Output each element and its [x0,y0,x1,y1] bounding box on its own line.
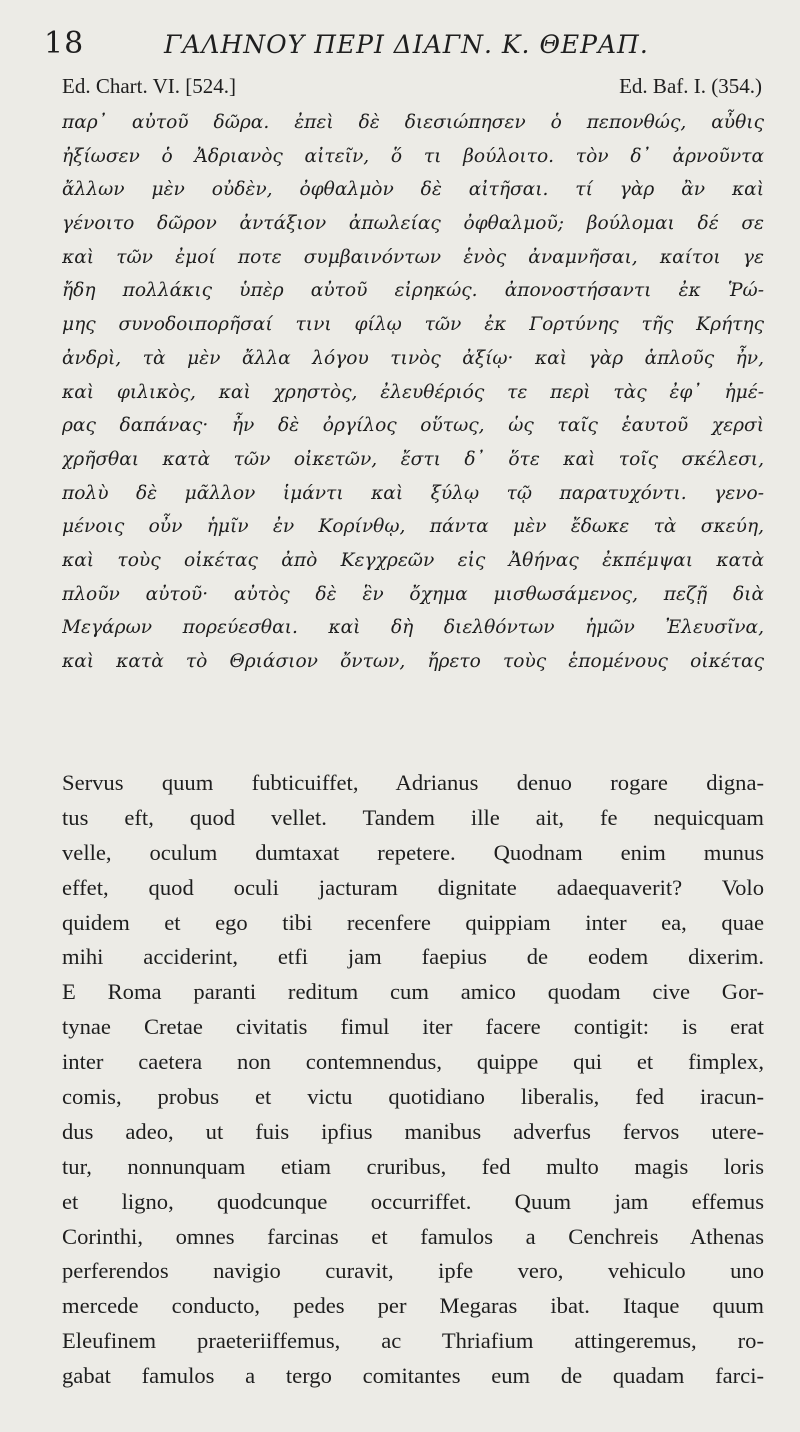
latin-line: velle, oculum dumtaxat repetere. Quodnam enim munus [62,839,764,865]
latin-line: tynae Cretae civitatis fimul iter facere contigit: is erat [62,1014,764,1040]
greek-line: χρῆσθαι κατὰ τῶν οἰκετῶν, ἔστι δ᾽ ὅτε καὶ τοῖς σκέλεσι, [62,448,764,470]
latin-line: dus adeo, ut fuis ipfius manibus adverfus fervos utere- [62,1118,764,1144]
edition-references [62,74,762,102]
latin-line: Eleufinem praeteriiffemus, ac Thriafium attingeremus, ro- [62,1328,764,1354]
latin-line: tur, nonnunquam etiam cruribus, fed multo magis loris [62,1153,764,1179]
greek-line: μένοις οὖν ἡμῖν ἐν Κορίνθῳ, πάντα μὲν ἔδωκε τὰ σκεύη, [62,516,764,538]
greek-line: πολὺ δὲ μᾶλλον ἱμάντι καὶ ξύλῳ τῷ παρατυχόντι. γενο- [62,482,764,504]
latin-line: gabat famulos a tergo comitantes eum de quadam farci- [62,1363,764,1389]
latin-line: quidem et ego tibi recenfere quippiam inter ea, quae [62,909,764,935]
greek-line: ἀνδρὶ, τὰ μὲν ἄλλα λόγου τινὸς ἀξίῳ· καὶ γὰρ ἁπλοῦς ἦν, [62,347,764,369]
greek-line: καὶ φιλικὸς, καὶ χρηστὸς, ἐλευθέριός τε περὶ τὰς ἐφ᾽ ἡμέ- [62,381,764,403]
edition-reference-chartier: Ed. Chart. VI. [524.] [62,74,236,98]
greek-line: ρας δαπάνας· ἦν δὲ ὀργίλος οὕτως, ὡς ταῖς ἑαυτοῦ χερσὶ [62,415,764,437]
greek-line: Μεγάρων πορεύεσθαι. καὶ δὴ διελθόντων ἡμῶν Ἐλευσῖνα, [62,617,764,639]
edition-reference-basel: Ed. Baf. I. (354.) [619,74,762,98]
running-header [44,26,760,66]
greek-line: ἄλλων μὲν οὐδὲν, ὀφθαλμὸν δὲ αἰτῆσαι. τί γὰρ ἂν καὶ [62,179,764,201]
latin-line: et ligno, quodcunque occurriffet. Quum jam effemus [62,1188,764,1214]
latin-line: E Roma paranti reditum cum amico quodam cive Gor- [62,979,764,1005]
latin-line: Corinthi, omnes farcinas et famulos a Cenchreis Athenas [62,1223,764,1249]
page-number: 18 [44,26,85,61]
latin-text-block [62,766,764,1394]
latin-line: mercede conducto, pedes per Megaras ibat. Itaque quum [62,1293,764,1319]
running-title: ΓΑΛΗΝΟΥ ΠΕΡΙ ΔΙΑΓΝ. Κ. ΘΕΡΑΠ. [164,30,649,59]
greek-line: καὶ τῶν ἐμοί ποτε συμβαινόντων ἑνὸς ἀναμνῆσαι, καίτοι γε [62,246,764,268]
latin-line: Servus quum fubticuiffet, Adrianus denuo rogare digna- [62,770,764,795]
latin-line: perferendos navigio curavit, ipfe vero, vehiculo uno [62,1258,764,1284]
greek-line: πλοῦν αὐτοῦ· αὐτὸς δὲ ἓν ὄχημα μισθωσάμενος, πεζῇ διὰ [62,583,764,605]
greek-line: μης συνοδοιπορῆσαί τινι φίλῳ τῶν ἐκ Γορτύνης τῆς Κρήτης [62,314,764,336]
latin-line: comis, probus et victu quotidiano liberalis, fed iracun- [62,1084,764,1110]
latin-line: mihi acciderint, etfi jam faepius de eodem dixerim. [62,944,764,970]
latin-line: effet, quod oculi jacturam dignitate adaequaverit? Volo [62,874,764,900]
greek-line: παρ᾽ αὐτοῦ δῶρα. ἐπεὶ δὲ διεσιώπησεν ὁ πεπονθώς, αὖθις [62,112,764,133]
greek-text-block [62,106,764,679]
greek-line: ἤδη πολλάκις ὑπὲρ αὐτοῦ εἰρηκώς. ἀπονοστήσαντι ἐκ Ῥώ- [62,280,764,302]
greek-line: καὶ κατὰ τὸ Θριάσιον ὄντων, ἤρετο τοὺς ἑπομένους οἰκέτας [62,651,764,672]
greek-line: ἠξίωσεν ὁ Ἀδριανὸς αἰτεῖν, ὅ τι βούλοιτο. τὸν δ᾽ ἀρνοῦντα [62,145,764,167]
greek-line: γένοιτο δῶρον ἀντάξιον ἀπωλείας ὀφθαλμοῦ; βούλομαι δέ σε [62,213,764,235]
latin-line: tus eft, quod vellet. Tandem ille ait, fe nequicquam [62,804,764,830]
greek-line: καὶ τοὺς οἰκέτας ἀπὸ Κεγχρεῶν εἰς Ἀθήνας ἐκπέμψαι κατὰ [62,549,764,571]
latin-line: inter caetera non contemnendus, quippe qui et fimplex, [62,1049,764,1075]
